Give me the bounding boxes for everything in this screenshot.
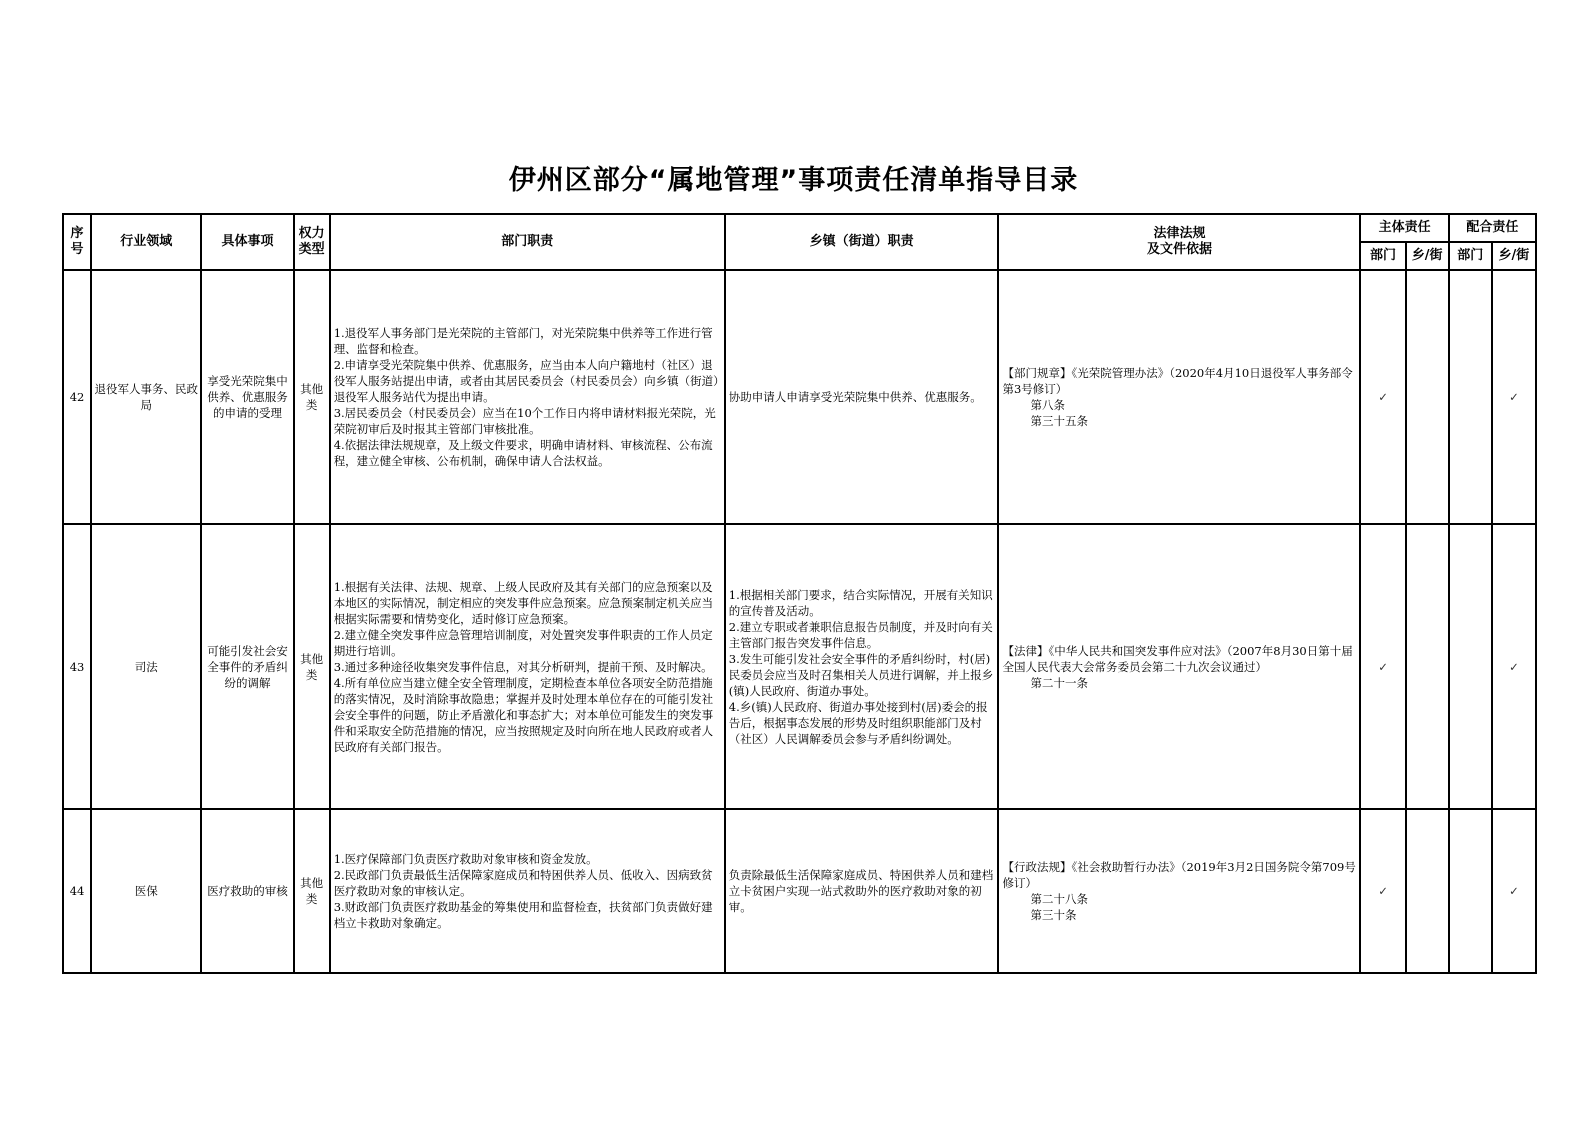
header-coop-resp: 配合责任 <box>1449 214 1536 242</box>
coop-dept-cell <box>1449 809 1492 973</box>
table-row <box>63 524 1536 809</box>
town-duty-line: 负责除最低生活保障家庭成员、特困供养人员和建档立卡贫困户实现一站式救助外的医疗救助对象的初审。 <box>728 868 994 914</box>
row-dept-duty <box>330 270 725 524</box>
dept-duty-line: 1.退役军人事务部门是光荣院的主管部门，对光荣院集中供养等工作进行管理、监督和检查。 <box>333 326 713 356</box>
coop-town-check-icon: ✓ <box>1492 809 1536 973</box>
header-main-dept: 部门 <box>1360 242 1405 270</box>
coop-dept-cell <box>1449 270 1492 524</box>
row-industry: 退役军人事务、民政局 <box>91 270 201 524</box>
header-dept-duty: 部门职责 <box>330 214 725 270</box>
row-town-duty <box>725 809 999 973</box>
row-item: 享受光荣院集中供养、优惠服务的申请的受理 <box>201 270 293 524</box>
dept-duty-line: 3.居民委员会（村民委员会）应当在10个工作日内将申请材料报光荣院，光荣院初审后及时报其主管部门审核批准。 <box>333 406 716 436</box>
row-power-type: 其他类 <box>294 524 330 809</box>
town-duty-line: 4.乡(镇)人民政府、街道办事处接到村(居)委会的报告后，根据事态发展的形势及时组织职能部门及村（社区）人民调解委员会参与矛盾纠纷调处。 <box>728 699 988 746</box>
row-item: 医疗救助的审核 <box>201 809 293 973</box>
header-power-type: 权力类型 <box>294 214 330 270</box>
responsibility-table <box>62 213 1537 974</box>
header-main-resp: 主体责任 <box>1360 214 1448 242</box>
row-item: 可能引发社会安全事件的矛盾纠纷的调解 <box>201 524 293 809</box>
table-row <box>63 270 1536 524</box>
header-coop-town: 乡/街 <box>1492 242 1536 270</box>
row-industry: 医保 <box>91 809 201 973</box>
dept-duty-line: 2.民政部门负责最低生活保障家庭成员和特困供养人员、低收入、因病致贫医疗救助对象的审核认定。 <box>333 868 713 898</box>
row-seq: 42 <box>63 270 91 524</box>
coop-town-check-icon: ✓ <box>1492 524 1536 809</box>
town-duty-line: 3.发生可能引发社会安全事件的矛盾纠纷时，村(居)民委员会应当及时召集相关人员进行调解，并上报乡(镇)人民政府、街道办事处。 <box>728 651 994 698</box>
law-main: 【法律】《中华人民共和国突发事件应对法》（2007年8月30日第十届全国人民代表大会常务委员会第二十九次会议通过） <box>1002 643 1353 674</box>
main-town-cell <box>1406 809 1449 973</box>
row-power-type: 其他类 <box>294 270 330 524</box>
row-law <box>998 809 1360 973</box>
row-dept-duty <box>330 809 725 973</box>
dept-duty-line: 4.依据法律法规规章，及上级文件要求，明确申请材料、审核流程、公布流程，建立健全审核、公布机制，确保申请人合法权益。 <box>333 438 713 468</box>
dept-duty-line: 1.医疗保障部门负责医疗救助对象审核和资金发放。 <box>333 852 598 866</box>
row-law <box>998 524 1360 809</box>
law-main: 【部门规章】《光荣院管理办法》（2020年4月10日退役军人事务部令第3号修订） <box>1002 366 1353 396</box>
town-duty-line: 2.建立专职或者兼职信息报告员制度，并及时向有关主管部门报告突发事件信息。 <box>728 619 993 650</box>
dept-duty-line: 2.建立健全突发事件应急管理培训制度，对处置突发事件职责的工作人员定期进行培训。 <box>333 627 713 658</box>
law-article: 第八条 <box>1030 398 1065 412</box>
header-coop-dept: 部门 <box>1449 242 1492 270</box>
row-dept-duty <box>330 524 725 809</box>
law-article: 第三十五条 <box>1030 414 1088 428</box>
row-town-duty <box>725 270 999 524</box>
header-row-1 <box>63 214 1536 242</box>
main-dept-check-icon: ✓ <box>1360 809 1405 973</box>
law-main: 【行政法规】《社会救助暂行办法》（2019年3月2日国务院令第709号修订） <box>1002 860 1356 890</box>
row-law <box>998 270 1360 524</box>
row-seq: 44 <box>63 809 91 973</box>
main-town-cell <box>1406 524 1449 809</box>
dept-duty-line: 2.申请享受光荣院集中供养、优惠服务，应当由本人向户籍地村（社区）退役军人服务站提出申请，或者由其居民委员会（村民委员会）向乡镇（街道）退役军人服务站代为提出申请。 <box>333 358 719 404</box>
dept-duty-line: 3.通过多种途径收集突发事件信息，对其分析研判，提前干预、及时解决。 <box>333 659 713 674</box>
row-town-duty <box>725 524 999 809</box>
table-row <box>63 809 1536 973</box>
header-seq: 序号 <box>63 214 91 270</box>
header-item: 具体事项 <box>201 214 293 270</box>
town-duty-line: 1.根据相关部门要求，结合实际情况，开展有关知识的宣传普及活动。 <box>728 587 993 618</box>
town-duty-line: 协助申请人申请享受光荣院集中供养、优惠服务。 <box>728 390 982 404</box>
header-town-duty: 乡镇（街道）职责 <box>725 214 999 270</box>
coop-dept-cell <box>1449 524 1492 809</box>
row-industry: 司法 <box>91 524 201 809</box>
coop-town-check-icon: ✓ <box>1492 270 1536 524</box>
main-dept-check-icon: ✓ <box>1360 524 1405 809</box>
main-dept-check-icon: ✓ <box>1360 270 1405 524</box>
header-law: 法律法规 及文件依据 <box>998 214 1360 270</box>
law-article: 第三十条 <box>1030 908 1077 922</box>
dept-duty-line: 4.所有单位应当建立健全安全管理制度，定期检查本单位各项安全防范措施的落实情况，及时消除事故隐患；掌握并及时处理本单位存在的可能引发社会安全事件的问题，防止矛盾激化和事态扩大；对本单位可能发生的突发事件和采取安全防范措施的情况，应当按照规定及时向所在地人民政府或者人民政府有关部门报告。 <box>333 675 714 754</box>
law-article: 第二十八条 <box>1030 892 1088 906</box>
dept-duty-line: 1.根据有关法律、法规、规章、上级人民政府及其有关部门的应急预案以及本地区的实际情况，制定相应的突发事件应急预案。应急预案制定机关应当根据实际需要和情势变化，适时修订应急预案。 <box>333 579 714 626</box>
header-main-town: 乡/街 <box>1406 242 1449 270</box>
law-article: 第二十一条 <box>1030 675 1088 690</box>
main-town-cell <box>1406 270 1449 524</box>
row-power-type: 其他类 <box>294 809 330 973</box>
page-title: 伊州区部分“属地管理”事项责任清单指导目录 <box>508 165 1079 196</box>
dept-duty-line: 3.财政部门负责医疗救助基金的筹集使用和监督检查，扶贫部门负责做好建档立卡救助对象确定。 <box>333 900 713 930</box>
row-seq: 43 <box>63 524 91 809</box>
header-industry: 行业领域 <box>91 214 201 270</box>
